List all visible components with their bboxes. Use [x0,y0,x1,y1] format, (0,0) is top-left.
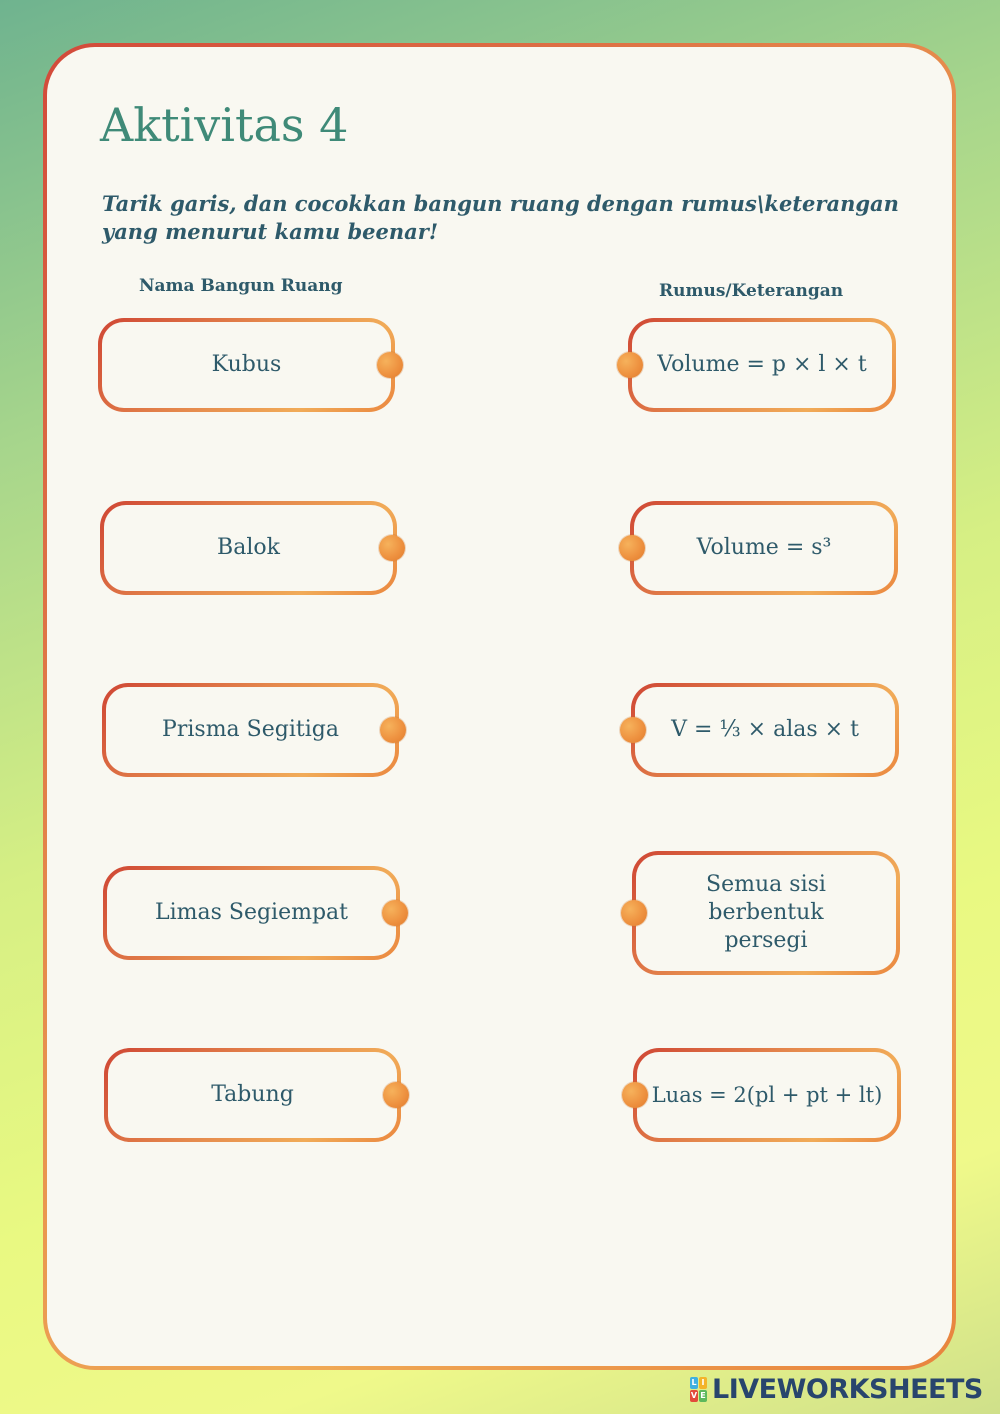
left-item-balok[interactable] [100,501,397,595]
right-item-luas[interactable] [633,1048,901,1142]
left-item-label: Prisma Segitiga [106,687,395,773]
right-item-volume-third[interactable] [631,683,899,777]
right-item-volume-s3[interactable] [630,501,898,595]
right-connector-dot-2[interactable] [619,535,645,561]
right-connector-dot-1[interactable] [617,352,643,378]
right-item-label: Luas = 2(pl + pt + lt) [637,1052,897,1138]
instruction-text: Tarik garis, dan cocokkan bangun ruang dengan rumus\keterangan yang menurut kamu beenar! [102,191,899,244]
left-item-label: Kubus [102,322,391,408]
left-item-limas-segiempat[interactable] [103,866,400,960]
left-item-label: Limas Segiempat [107,870,396,956]
right-item-label: Volume = s³ [634,505,894,591]
page-title: Aktivitas 4 [100,98,349,152]
right-connector-dot-4[interactable] [621,900,647,926]
liveworksheets-mark-icon: L I V E [690,1377,706,1400]
right-column-header: Rumus/Keterangan [659,281,844,301]
right-connector-dot-3[interactable] [620,717,646,743]
right-item-volume-plt[interactable] [628,318,896,412]
left-connector-dot-1[interactable] [377,352,403,378]
left-item-tabung[interactable] [104,1048,401,1142]
left-connector-dot-4[interactable] [382,900,408,926]
liveworksheets-logo[interactable] [690,1374,983,1405]
right-item-label: Semua sisi berbentuk persegi [636,855,896,971]
left-item-label: Balok [104,505,393,591]
left-connector-dot-3[interactable] [380,717,406,743]
right-item-label: Volume = p × l × t [632,322,892,408]
left-column-header: Nama Bangun Ruang [139,276,343,296]
right-connector-dot-5[interactable] [622,1082,648,1108]
left-connector-dot-5[interactable] [383,1082,409,1108]
left-item-label: Tabung [108,1052,397,1138]
left-item-prisma-segitiga[interactable] [102,683,399,777]
left-connector-dot-2[interactable] [379,535,405,561]
left-item-kubus[interactable] [98,318,395,412]
right-item-label: V = ⅓ × alas × t [635,687,895,773]
brand-name: LIVEWORKSHEETS [712,1374,983,1405]
right-item-semua-sisi-persegi[interactable] [632,851,900,975]
